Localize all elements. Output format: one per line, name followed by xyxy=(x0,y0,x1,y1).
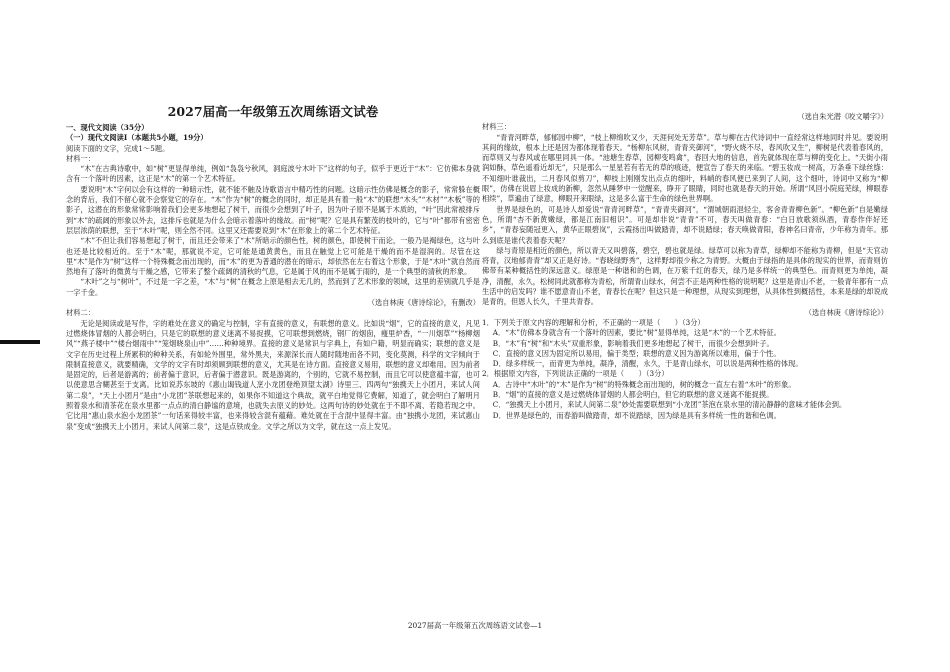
question-1: 1．下列关于原文内容的理解和分析，不正确的一项是（ ）（3分） xyxy=(482,317,705,327)
material-1-source: （选自林庚《唐诗综论》，有删改） xyxy=(367,298,480,308)
material-3-source: （选自林庚《唐诗综论》） xyxy=(804,307,888,317)
question-2: 2．根据原文内容，下列说法正确的一项是（ ）（3分） xyxy=(482,369,669,379)
material-3-paragraph: 世界是绿色的，可是诗人却爱说“青青河畔草”，“青青夹御河”，“渭城朝雨浥轻尘，客舍青青柳色新”。“柳色新”自是嫩绿色，所谓“杏不新黄嫩绿，都是江南旧相识”。可是却非说“青青”不可，春天叫做青春：“白日放歌须纵酒，青春作伴好还乡”，“青春妄随冠更入，黄华正眼碧岚”，云霞扬出叫做踏青，却不说踏绿；春天唤做青阳，春神名曰青帝，少年称为青年。那么到底是谁代表着春天呢？ xyxy=(482,204,888,245)
material-1-label: 材料一： xyxy=(66,153,95,163)
page-footer: 2027届高一年级第五次周练语文试卷—1 xyxy=(407,621,543,630)
material-3-paragraph: 绿与青原是相近的颜色，所以青天又叫碧落，碧空，碧也就是绿。绿草可以称为青草，绿柳却不能称为青柳，但是“天官动将青，汉地郁青青”却又正是好诗。“春晓绿野秀”，这样野却很少称之为青野。大概由于绿指的是具体的现实的世界，而青则仿佛带有某种概括性的深远意义。绿原是一种谐和的色调，在万紫千红的春天，绿乃是多样统一的典型色。而青则更为单纯，凝净，清醒，永久，松树同此就都称为青松，所谓青山绿水，何尝不正是两种性格的说明呢？这里是青山不老，一般青年都有一点生活中的启发吗？谁不愿意青山不老，青春长在呢？但这只是一种理想，从现实到理想，从具体性到概括性，本来是绿的却说成是青的，但恩人长久，千里共青春。 xyxy=(482,245,888,307)
question-1-option: D．绿多样统一，而青更为单纯，凝净，清醒，永久，于是青山绿水，可以说是两种性格的体现。 xyxy=(492,359,803,369)
question-2-option: D．世界是绿色的，而春游叫做踏青，却不说踏绿，因为绿是具有多样统一性的谐和色调。 xyxy=(492,410,781,420)
material-1-paragraph: “木”不但让我们容易想起了树干，而且还会带来了“木”所暗示的颜色性，树的颜色，即使树干而论，一般乃是褐绿色，这与叶也还是比较相近的。至于“木”呢，那就说不定，它可能是通黄黄色，而且在触觉上它可能是干燥的而不是湿润的。尽管在这里“木”是作为“树”这样一个特殊概念而出现的，而“木”的更为普通的潜在的暗示，却依然在左右着这个形象，于是“木叶”就自然而然地有了落叶的微黄与干燥之感，它带来了整个疏阔的清秋的气息，它是属于风的而不是属于雨的，是一个典型的清秋的形象。 xyxy=(66,236,480,277)
material-3-label: 材料三： xyxy=(482,122,511,132)
left-column xyxy=(66,104,480,432)
section-heading: 一、现代文阅读（35分） xyxy=(66,123,149,132)
question-1-option: A．“木”仿佛本身就含有一个落叶的因素，要比“树”显得单纯，这是“木”的一个艺术特征。 xyxy=(492,328,781,338)
material-2-source: （选自朱光潜《咬文嚼字》） xyxy=(797,112,888,121)
question-2-option: C．“独携天上小团月，来试人间第二泉”妙处需要联想到“小龙团”茶泡在泉水里的清沁静静的意味才能体会到。 xyxy=(492,400,847,410)
material-1-paragraph: “木”在古典诗歌中，如“树”更显得单纯，例如“袅袅兮秋风，洞庭波兮木叶下”这样的句子，似乎于更近于“木”：它仿佛本身就含有一个落叶的因素，这正是“木”的第一个艺术特征。 xyxy=(66,164,480,184)
question-2-option: A．古诗中“木叶”的“木”是作为“树”的特殊概念而出现的，树的概念一直左右着“木叶”的形象。 xyxy=(492,379,796,389)
binding-margin-mark xyxy=(0,340,40,344)
instructions: 阅读下面的文字，完成1～5题。 xyxy=(66,143,170,153)
subsection-heading: （一）现代文阅读Ⅰ（本题共5小题，19分） xyxy=(66,133,208,143)
question-2-option: B．“烟”的直接的意义是过燃烧体冒烟的人都会明白，但它的联想的意义迷离不能捉摸。 xyxy=(492,390,774,400)
question-1-option: C．直接的意义因为固定所以易用，偏于类型；联想的意义因为游离所以难用，偏于个性。 xyxy=(492,348,781,358)
material-2-paragraph: 无论是阅读或是写作，字的难处在意义的确定与控制，字有直接的意义，有联想的意义。比如说“烟”，它的直接的意义，凡见过燃烧体冒烟的人都会明白，只是它的联想的意义迷离不易捉摸，它可联想到燃烧，钢厂的烟囱，瘦里炉香，“一川烟草”“杨柳烟风”“燕子楼中”“楼台烟雨中”“笼烟晓泉山中”……种种境界。直接的意义是常识与字典上，有如户籍，明显而确实；联想的意义是文字在历史过程上所累积的种种关系，有如轮外围里，常外黑夫，来源深长而人随时随地而各不同，变化莫测，科学的文字倾向于限制直接意义，就要精确，文学的文字有时却须顾到联想的意义，尤其是在诗方面。直接意义易用，联想的意义却难用。因为前者是固定的，后者是游离的；前者偏于意识，后者偏于潜意识。既是游离的，个别的，它就不易控制，而且它可以使意蕴丰富，也可以使意思含糊甚至于支离。比如说苏东坡的《惠山谒钱道人烹小龙团登绝顶望太湖》诗里三、四两句“独携天上小团月，来试人间第二泉”，“天上小团月”是由“小龙团”茶联想起来的，如果你不知道这个典故，就平白地觉得它费解，知道了，就会明白了解明月照着泉水和清茶花在泉水里都一点点的清白静谧的意境，也就失去原义的妙处。这两句诗的妙处就在于不即不离、若隐若现之中。它比用“惠山泉水泡小龙团茶”一句话来得较丰富，也来得较含混有蕴藉。难处就在于含混中显得丰富。由“独携小龙团，来试惠山泉”变成“独携天上小团月，来试人间第二泉”，这是点铁成金。文学之所以为文学，就在这一点上发见。 xyxy=(66,318,480,431)
material-1-paragraph: 要说明“木”字何以会有这样的一种暗示性，就不能不触及诗歌语言中精巧性的问题。这暗示性仿佛是概念的影子，常常躲在概念的背后，我们不留心就不会察觉它的存在。“木”作为“树”的概念的同时，却正是具有着一般“木”的联想“木头”“木材”“木板”等的影子，这潜在的形象常常影响着我们会更多地想起了树干，而很少会想到了叶子，因为叶子原不是属于木质的，“叶”因此常被排斥到“木”的疏阔的形象以外去，这排斥也就是为什么会暗示着落叶的缘故。而“树”呢？它是具有繁茂的枝叶的，它与“叶”都带有密密层层浓荫的联想，至于“木叶”呢，则全然不同。这里又还需要说到“木”在形象上的第二个艺术特征。 xyxy=(66,184,480,235)
right-column xyxy=(482,112,888,421)
exam-title: 2027届高一年级第五次周练语文试卷 xyxy=(167,104,379,119)
material-3-paragraph: “青青河畔草，郁郁园中柳”，“枝上柳绵吹又少，天涯何处无芳草”。草与柳在古代诗词中一直经常这样地同时并见。要说明其间的缘故，根本上还是因为都体现着春天。“杨柳东风树，青青夹御河”，“野火烧不尽，春风吹又生”，柳树是代表着春风的，而草则又与春风或在哪里同具一体。“池塘生春草，园柳变鸣禽”，春回大地的信息，首先就体现在草与柳的变化上。“天街小雨润如酥，草色遥看近却无”，只是那么一星星若有若无的草的痕迹，便宣告了春天的来临。“碧玉妆成一树高，万条垂下绿丝绦：不知细叶谁裁出，二月春风似剪刀”，柳枝上刚刚发出点点的细叶，料峭的春风便已来到了人间，这个细叶，诗词中又称为“柳眼”，仿佛在说眉上妆成的新柳，忽然从睡梦中一觉醒来，睁开了眼睛，同时也就是春天的开始。所谓“风回小院庭芜绿，柳眼春相续”，草遍由了绿意，柳眼开来眼绿，这是多么富于生命的绿色世界啊。 xyxy=(482,132,888,204)
material-2-label: 材料二： xyxy=(66,308,95,318)
material-1-paragraph: “木叶”之与“树叶”，不过是一字之差，“木”与“树”在概念上原是相去无几的，然而到了艺术形象的领域，这里的差别就几乎是一字千金。 xyxy=(66,277,480,297)
question-1-option: B．“木”有“树”和“木头”双重形象，影响着我们更多地想起了树干，而很少会想到叶子。 xyxy=(492,338,774,348)
